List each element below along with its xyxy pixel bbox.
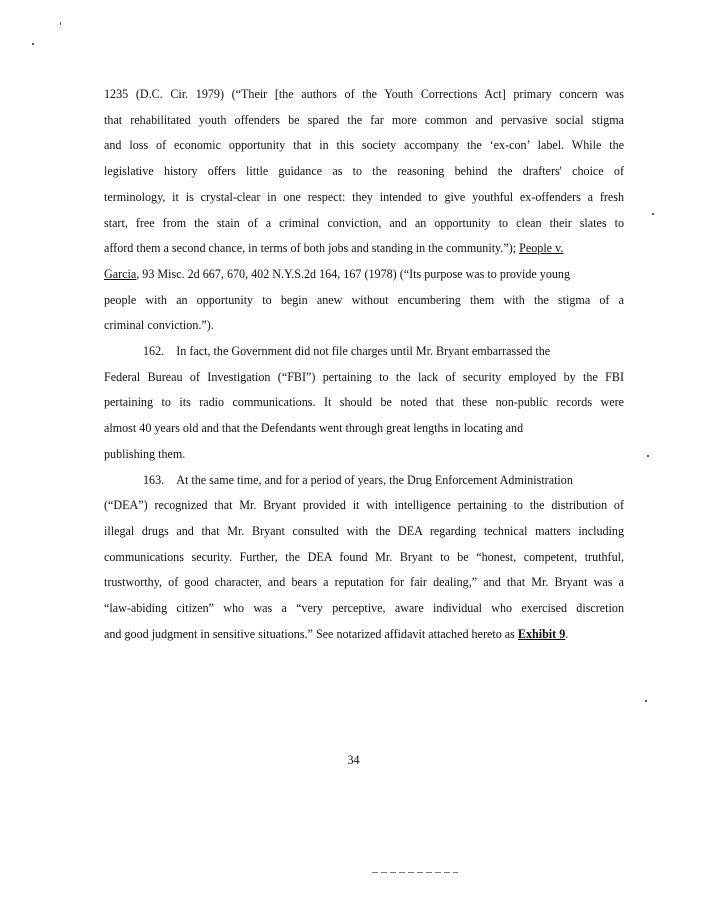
text-segment: , 93 Misc. 2d 667, 670, 402 N.Y.S.2d 164, 167 (1978) (“Its purpose was to provide young (136, 266, 571, 281)
text-line: and loss of economic opportunity that in this society accompany the ‘ex-con’ label. While the (104, 138, 624, 153)
text-line: pertaining to its radio communications. It should be noted that these non-public records were (104, 395, 624, 410)
paragraph-163-first-line (104, 468, 624, 494)
paragraph-162-first-line (104, 339, 624, 365)
text-line: legislative history offers little guidance as to the reasoning behind the drafters' choice of (104, 164, 624, 179)
text-segment: and good judgment in sensitive situations.” See notarized affidavit attached hereto as (104, 626, 518, 641)
text-line (104, 622, 624, 648)
paragraph-number: 162. (143, 344, 165, 359)
text-line: Federal Bureau of Investigation (“FBI”) pertaining to the lack of security employed by the FBI (104, 369, 624, 384)
text-line: people with an opportunity to begin anew without encumbering them with the stigma of a (104, 292, 624, 307)
text-line: that rehabilitated youth offenders be spared the far more common and pervasive social stigma (104, 112, 624, 127)
scan-speck (647, 455, 649, 457)
text-segment: . (565, 626, 569, 641)
footer-scan-rule (372, 872, 458, 873)
scan-speck (32, 43, 34, 45)
exhibit-link[interactable]: Exhibit 9 (517, 626, 566, 641)
text-line: 1235 (D.C. Cir. 1979) (“Their [the authors of the Youth Corrections Act] primary concern was (104, 87, 624, 101)
page-number: 34 (347, 753, 360, 767)
text-line: start, free from the stain of a criminal conviction, and an opportunity to clean their slates to (104, 215, 624, 230)
text-line: terminology, it is crystal-clear in one respect: they intended to give youthful ex-offenders a fresh (104, 189, 624, 204)
text-line: communications security. Further, the DEA found Mr. Bryant to be “honest, competent, truthful, (104, 549, 624, 564)
text-line: “law-abiding citizen” who was a “very perceptive, aware individual who exercised discretion (104, 601, 624, 616)
text-segment: In fact, the Government did not file charges until Mr. Bryant embarrassed the (176, 344, 551, 359)
scan-speck (60, 22, 61, 25)
text-line: trustworthy, of good character, and bears a reputation for fair dealing,” and that Mr. Bryant was a (104, 575, 624, 590)
text-line: criminal conviction.”). (104, 318, 214, 333)
paragraph-number: 163. (143, 472, 165, 487)
text-line: almost 40 years old and that the Defendants went through great lengths in locating and (104, 421, 524, 436)
text-line (104, 262, 624, 288)
case-citation-link: Garcia (104, 266, 137, 281)
text-segment: At the same time, and for a period of years, the Drug Enforcement Administration (176, 472, 573, 487)
text-line (104, 236, 624, 262)
text-line: illegal drugs and that Mr. Bryant consulted with the DEA regarding technical matters including (104, 523, 624, 538)
case-citation-link: People v. (519, 241, 564, 256)
scan-speck (652, 213, 654, 215)
scan-speck (645, 700, 647, 702)
text-line: (“DEA”) recognized that Mr. Bryant provided it with intelligence pertaining to the distribution of (104, 498, 624, 513)
body-text (104, 82, 624, 647)
text-line: publishing them. (104, 446, 186, 461)
text-segment: afford them a second chance, in terms of both jobs and standing in the community.”); (104, 241, 517, 256)
